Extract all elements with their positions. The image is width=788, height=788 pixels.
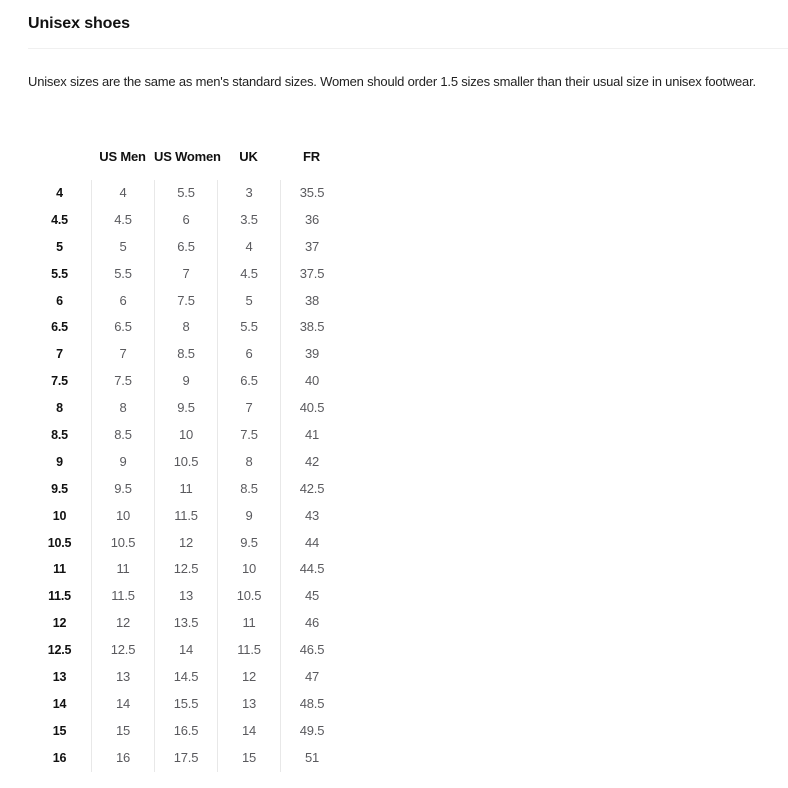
size-cell: 9 (91, 449, 154, 476)
row-label: 10.5 (47, 535, 72, 550)
table-row (28, 234, 343, 261)
table-row (28, 395, 343, 422)
size-cell: 42 (280, 449, 343, 476)
size-cell: 10 (217, 556, 280, 583)
table-header-row (28, 143, 343, 170)
size-cell: 44 (280, 530, 343, 557)
row-label: 4.5 (51, 212, 68, 227)
size-cell: 14 (217, 718, 280, 745)
size-cell: 6.5 (217, 368, 280, 395)
row-label: 16 (52, 750, 67, 765)
row-label: 12.5 (47, 643, 72, 658)
size-cell: 48.5 (280, 691, 343, 718)
size-cell: 9.5 (154, 395, 217, 422)
table-row (28, 745, 343, 772)
size-cell: 13 (217, 691, 280, 718)
size-cell: 6.5 (154, 234, 217, 261)
size-cell: 7.5 (217, 422, 280, 449)
row-label: 15 (52, 723, 67, 738)
table-row (28, 610, 343, 637)
table-row (28, 314, 343, 341)
row-label: 10 (52, 508, 67, 523)
size-cell: 7.5 (154, 288, 217, 315)
size-cell: 15.5 (154, 691, 217, 718)
size-cell: 7 (154, 261, 217, 288)
size-cell: 10.5 (154, 449, 217, 476)
size-cell: 11.5 (154, 503, 217, 530)
size-cell: 44.5 (280, 556, 343, 583)
row-label: 11 (53, 562, 66, 577)
size-cell: 7 (91, 341, 154, 368)
row-label: 8 (56, 401, 63, 416)
column-header: US Men (99, 149, 146, 164)
table-row (28, 341, 343, 368)
column-header: US Women (154, 149, 221, 164)
size-cell: 10.5 (217, 583, 280, 610)
table-row (28, 368, 343, 395)
size-cell: 8 (217, 449, 280, 476)
size-cell: 9 (217, 503, 280, 530)
size-cell: 3 (217, 180, 280, 207)
size-cell: 51 (280, 745, 343, 772)
size-cell: 5.5 (91, 261, 154, 288)
size-table (28, 143, 343, 772)
size-cell: 9 (154, 368, 217, 395)
size-cell: 4 (217, 234, 280, 261)
table-row (28, 718, 343, 745)
size-cell: 38.5 (280, 314, 343, 341)
size-cell: 12 (91, 610, 154, 637)
size-cell: 35.5 (280, 180, 343, 207)
column-header: UK (239, 149, 258, 164)
size-cell: 10 (154, 422, 217, 449)
table-row (28, 691, 343, 718)
page-title: Unisex shoes (28, 15, 130, 32)
table-row (28, 261, 343, 288)
size-cell: 13 (154, 583, 217, 610)
size-cell: 15 (91, 718, 154, 745)
size-cell: 12.5 (154, 556, 217, 583)
table-row (28, 664, 343, 691)
size-cell: 7 (217, 395, 280, 422)
size-cell: 5.5 (154, 180, 217, 207)
size-cell: 40 (280, 368, 343, 395)
size-cell: 4.5 (217, 261, 280, 288)
size-cell: 14 (91, 691, 154, 718)
table-row (28, 583, 343, 610)
size-cell: 11 (91, 556, 154, 583)
title-divider (28, 48, 788, 49)
size-cell: 14.5 (154, 664, 217, 691)
size-cell: 12.5 (91, 637, 154, 664)
size-cell: 49.5 (280, 718, 343, 745)
row-label: 4 (56, 186, 63, 200)
table-body (28, 180, 343, 772)
size-cell: 6 (91, 288, 154, 315)
size-cell: 13.5 (154, 610, 217, 637)
table-row (28, 422, 343, 449)
row-label: 14 (52, 696, 67, 711)
size-cell: 10 (91, 503, 154, 530)
row-label: 6 (56, 293, 63, 308)
size-cell: 8 (91, 395, 154, 422)
size-cell: 4.5 (91, 207, 154, 234)
size-cell: 17.5 (154, 745, 217, 772)
size-cell: 16.5 (154, 718, 217, 745)
row-label: 7 (56, 347, 63, 362)
header-spacer-cell (28, 143, 91, 170)
size-cell: 11.5 (217, 637, 280, 664)
size-cell: 10.5 (91, 530, 154, 557)
size-cell: 4 (91, 180, 154, 207)
size-cell: 37 (280, 234, 343, 261)
table-row (28, 637, 343, 664)
size-cell: 45 (280, 583, 343, 610)
size-cell: 8.5 (154, 341, 217, 368)
row-label: 11.5 (48, 589, 71, 604)
size-cell: 12 (217, 664, 280, 691)
table-row (28, 556, 343, 583)
size-cell: 42.5 (280, 476, 343, 503)
size-cell: 6 (217, 341, 280, 368)
row-label: 6.5 (51, 320, 68, 335)
row-label: 8.5 (51, 428, 68, 443)
size-cell: 15 (217, 745, 280, 772)
size-cell: 8 (154, 314, 217, 341)
size-cell: 46 (280, 610, 343, 637)
size-cell: 36 (280, 207, 343, 234)
row-label: 9 (56, 454, 63, 469)
size-cell: 16 (91, 745, 154, 772)
column-header: FR (303, 149, 320, 164)
size-cell: 5.5 (217, 314, 280, 341)
size-cell: 12 (154, 530, 217, 557)
size-cell: 41 (280, 422, 343, 449)
size-cell: 11.5 (91, 583, 154, 610)
size-cell: 11 (154, 476, 217, 503)
row-label: 13 (52, 670, 67, 685)
size-cell: 47 (280, 664, 343, 691)
size-cell: 13 (91, 664, 154, 691)
size-cell: 3.5 (217, 207, 280, 234)
size-cell: 39 (280, 341, 343, 368)
size-cell: 37.5 (280, 261, 343, 288)
size-cell: 38 (280, 288, 343, 315)
row-label: 12 (52, 616, 67, 631)
size-cell: 43 (280, 503, 343, 530)
table-row (28, 530, 343, 557)
row-label: 5 (56, 239, 63, 254)
table-row (28, 503, 343, 530)
size-cell: 8.5 (91, 422, 154, 449)
size-cell: 40.5 (280, 395, 343, 422)
size-cell: 9.5 (217, 530, 280, 557)
table-row (28, 449, 343, 476)
size-cell: 6.5 (91, 314, 154, 341)
size-cell: 5 (217, 288, 280, 315)
row-label: 9.5 (51, 481, 68, 496)
size-cell: 46.5 (280, 637, 343, 664)
size-cell: 14 (154, 637, 217, 664)
size-cell: 6 (154, 207, 217, 234)
size-cell: 5 (91, 234, 154, 261)
size-note: Unisex sizes are the same as men's standard sizes. Women should order 1.5 sizes smaller than their usual size in unisex footwear. (28, 74, 756, 89)
table-row (28, 207, 343, 234)
row-label: 5.5 (51, 266, 68, 281)
size-cell: 7.5 (91, 368, 154, 395)
table-row (28, 180, 343, 207)
size-cell: 9.5 (91, 476, 154, 503)
size-cell: 11 (217, 610, 280, 637)
table-row (28, 476, 343, 503)
table-row (28, 288, 343, 315)
row-label: 7.5 (51, 374, 68, 389)
size-cell: 8.5 (217, 476, 280, 503)
